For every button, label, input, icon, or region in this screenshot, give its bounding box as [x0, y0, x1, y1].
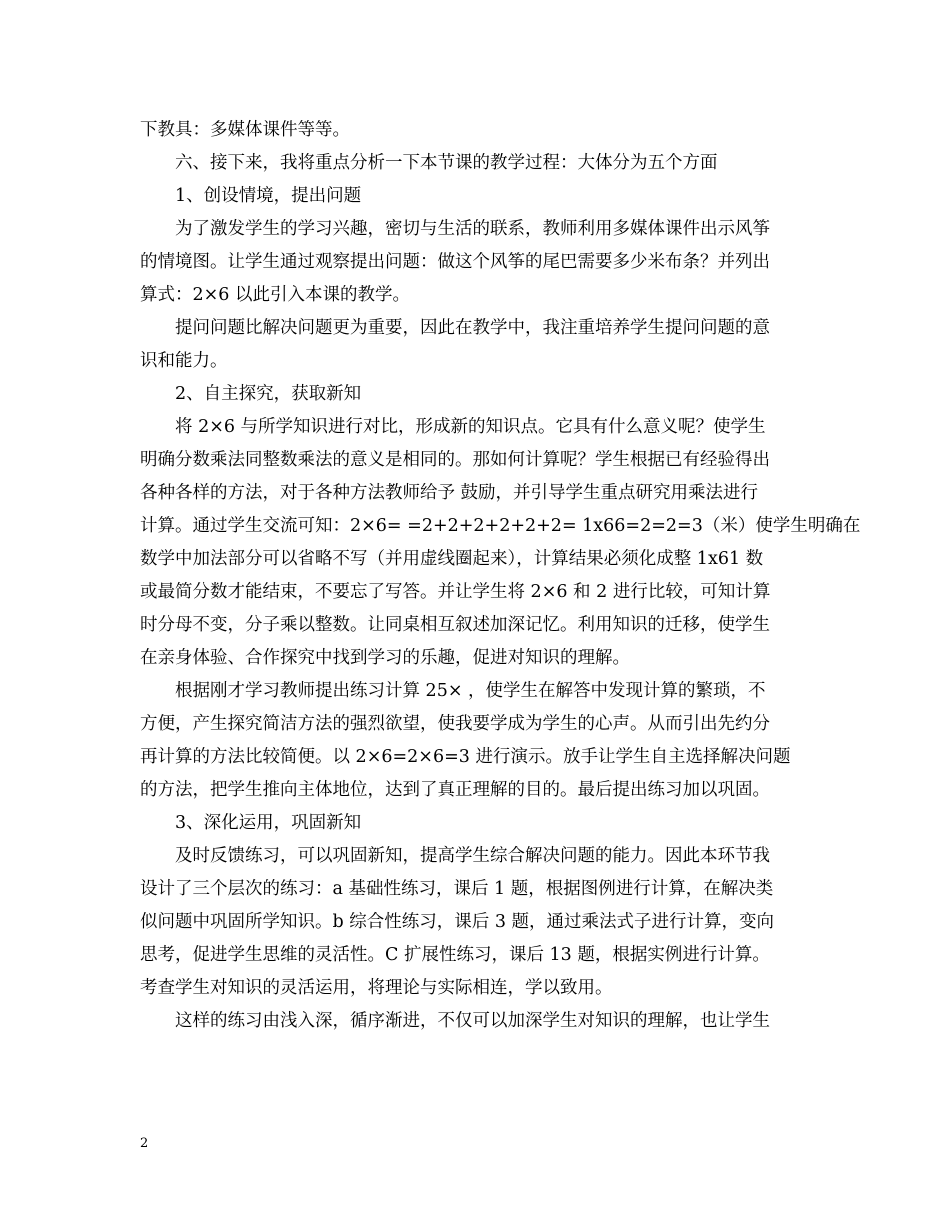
text-line: 或最简分数才能结束，不要忘了写答。并让学生将 2×6 和 2 进行比较，可知计算	[140, 582, 771, 602]
text-line: 计算。通过学生交流可知：2×6= =2+2+2+2+2+2= 1x66=2=2=3（米）使学生明确在	[140, 516, 861, 536]
text-line: 思考，促进学生思维的灵活性。C 扩展性练习，课后 13 题，根据实例进行计算。	[140, 945, 770, 965]
text-line: 六、接下来，我将重点分析一下本节课的教学过程：大体分为五个方面	[175, 153, 718, 173]
text-line: 时分母不变，分子乘以整数。让同桌相互叙述加深记忆。利用知识的迁移，使学生	[140, 615, 770, 635]
text-line: 及时反馈练习，可以巩固新知，提高学生综合解决问题的能力。因此本环节我	[175, 846, 770, 866]
text-line: 方便，产生探究简洁方法的强烈欲望，使我要学成为学生的心声。从而引出先约分	[140, 714, 770, 734]
text-line: 的方法，把学生推向主体地位，达到了真正理解的目的。最后提出练习加以巩固。	[140, 780, 770, 800]
text-line: 1、创设情境，提出问题	[175, 186, 362, 206]
text-line: 识和能力。	[140, 351, 228, 371]
text-line: 将 2×6 与所学知识进行对比，形成新的知识点。它具有什么意义呢？使学生	[175, 417, 766, 437]
document-body	[140, 114, 861, 1038]
text-line: 的情境图。让学生通过观察提出问题：做这个风筝的尾巴需要多少米布条？并列出	[140, 252, 770, 272]
text-line: 似问题中巩固所学知识。b 综合性练习，课后 3 题，通过乘法式子进行计算，变向	[140, 912, 775, 932]
text-line: 算式：2×6 以此引入本课的教学。	[140, 285, 410, 305]
text-line: 再计算的方法比较简便。以 2×6=2×6=3 进行演示。放手让学生自主选择解决问题	[140, 747, 791, 767]
text-line: 根据刚才学习教师提出练习计算 25× ，使学生在解答中发现计算的繁琐，不	[175, 681, 766, 701]
text-line: 考查学生对知识的灵活运用，将理论与实际相连，学以致用。	[140, 978, 613, 998]
text-line: 这样的练习由浅入深，循序渐进，不仅可以加深学生对知识的理解，也让学生	[175, 1011, 770, 1031]
text-line: 3、深化运用，巩固新知	[175, 813, 362, 833]
text-line: 各种各样的方法，对于各种方法教师给予 鼓励，并引导学生重点研究用乘法进行	[140, 483, 759, 503]
text-line: 提问问题比解决问题更为重要，因此在教学中，我注重培养学生提问问题的意	[175, 318, 770, 338]
text-line: 2、自主探究，获取新知	[175, 384, 362, 404]
page-number: 2	[140, 1136, 149, 1151]
text-line: 设计了三个层次的练习：a 基础性练习，课后 1 题，根据图例进行计算，在解决类	[140, 879, 774, 899]
text-line: 下教具：多媒体课件等等。	[140, 120, 350, 140]
text-line: 在亲身体验、合作探究中找到学习的乐趣，促进对知识的理解。	[140, 648, 630, 668]
text-line: 为了激发学生的学习兴趣，密切与生活的联系，教师利用多媒体课件出示风筝	[175, 219, 770, 239]
text-line: 明确分数乘法同整数乘法的意义是相同的。那如何计算呢？学生根据已有经验得出	[140, 450, 770, 470]
text-line: 数学中加法部分可以省略不写（并用虚线圈起来），计算结果必须化成整 1x61 数	[140, 549, 764, 569]
